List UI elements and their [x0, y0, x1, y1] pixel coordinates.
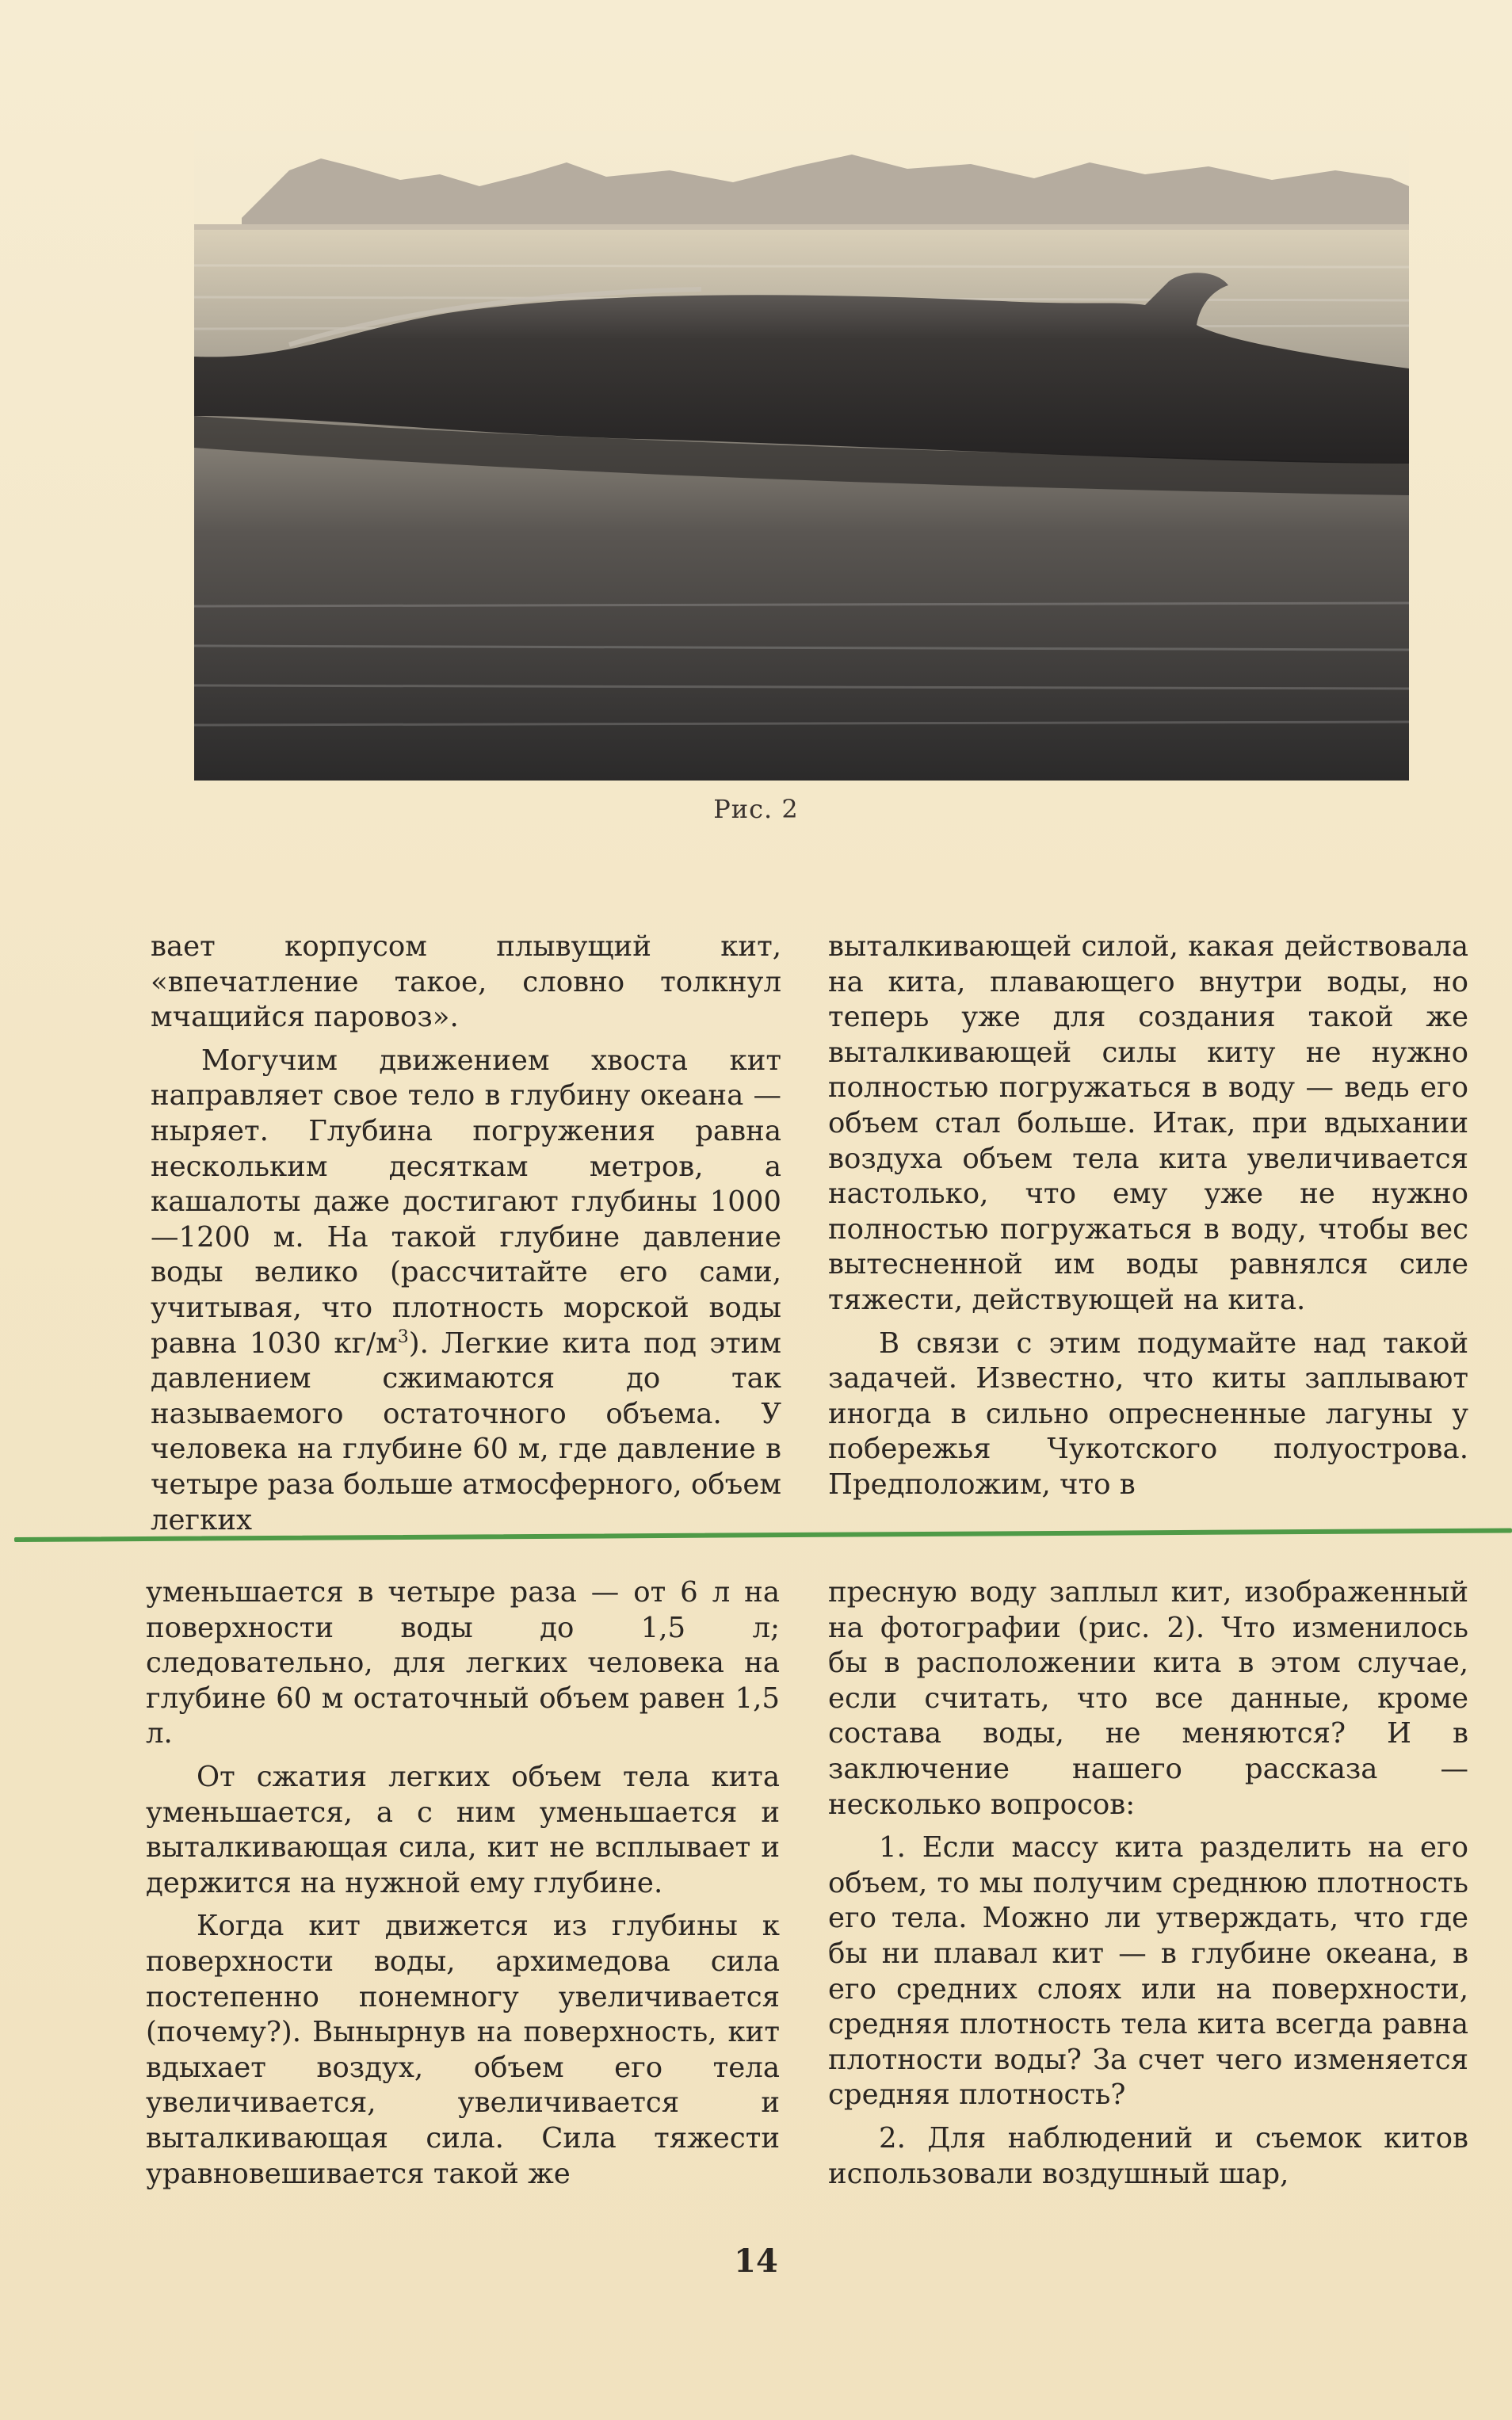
paragraph: 1. Если массу кита разделить на его объем, то мы получим среднюю плотность его тела. Можно ли утверждать, что где бы ни плавал кит — в глубине океана, в его средних слоях или на поверхности, средняя плотность тела кита всегда равна плотности воды? За счет чего изменяется средняя плотность? — [828, 1831, 1468, 2112]
paragraph: Когда кит движется из глубины к поверхности воды, архимедова сила постепенно понемногу увеличивается (почему?). Вынырнув на поверхность, кит вдыхает воздух, объем его тела увеличивается, увеличивается и выталкивающая сила. Сила тяжести уравновешивается такой же — [146, 1910, 780, 2190]
paragraph-part: ). Легкие кита под этим давлением сжимаются до так называемого остаточного объема. У человека на глубине 60 м, где давление в четыре раза больше атмосферного, объем легких — [151, 1326, 781, 1536]
paragraph: уменьшается в четыре раза — от 6 л на поверхности воды до 1,5 л; следовательно, для легких человека на глубине 60 м остаточный объем равен 1,5 л. — [146, 1576, 780, 1750]
figure-caption: Рис. 2 — [713, 794, 799, 824]
text-column-top-left — [151, 929, 781, 1538]
paragraph: вает корпусом плывущий кит, «впечатление такое, словно толкнул мчащийся паровоз». — [151, 930, 781, 1034]
paragraph: выталкивающей силой, какая действовала на кита, плавающего внутри воды, но теперь уже для создания такой же выталкивающей силы киту не нужно полностью погружаться в воду — ведь его объем стал больше. Итак, при вдыхании воздуха объем тела кита увеличивается настолько, что ему уже не нужно полностью погружаться в воду, чтобы вес вытесненной им воды равнялся силе тяжести, действующей на кита. — [828, 930, 1468, 1316]
text-column-bottom-right — [828, 1575, 1468, 2192]
paragraph-part: Могучим движением хвоста кит направляет свое тело в глубину океана — ныряет. Глубина погружения равна нескольким десяткам метров, а кашалоты даже достигают глубины 1000—1200 м. На такой глубине давление воды велико (рассчитайте его сами, учитывая, что плотность морской воды равна 1030 кг/м — [151, 1044, 781, 1360]
paragraph: 2. Для наблюдений и съемок китов использовали воздушный шар, — [828, 2121, 1468, 2190]
page-number: 14 — [734, 2243, 778, 2280]
paragraph: пресную воду заплыл кит, изображенный на фотографии (рис. 2). Что изменилось бы в расположении кита в этом случае, если считать, что все данные, кроме состава воды, не меняются? И в заключение нашего рассказа — несколько вопросов: — [828, 1576, 1468, 1821]
paragraph: В связи с этим подумайте над такой задачей. Известно, что киты заплывают иногда в сильно опресненные лагуны у побережья Чукотского полуострова. Предположим, что в — [828, 1326, 1468, 1501]
paragraph — [151, 1044, 781, 1538]
superscript: 3 — [397, 1326, 409, 1347]
text-column-bottom-left — [146, 1575, 780, 2192]
text-column-top-right — [828, 929, 1468, 1503]
paragraph: От сжатия легких объем тела кита уменьшается, а с ним уменьшается и выталкивающая сила, кит не всплывает и держится на нужной ему глубине. — [146, 1760, 780, 1899]
whale-photo — [194, 131, 1409, 781]
